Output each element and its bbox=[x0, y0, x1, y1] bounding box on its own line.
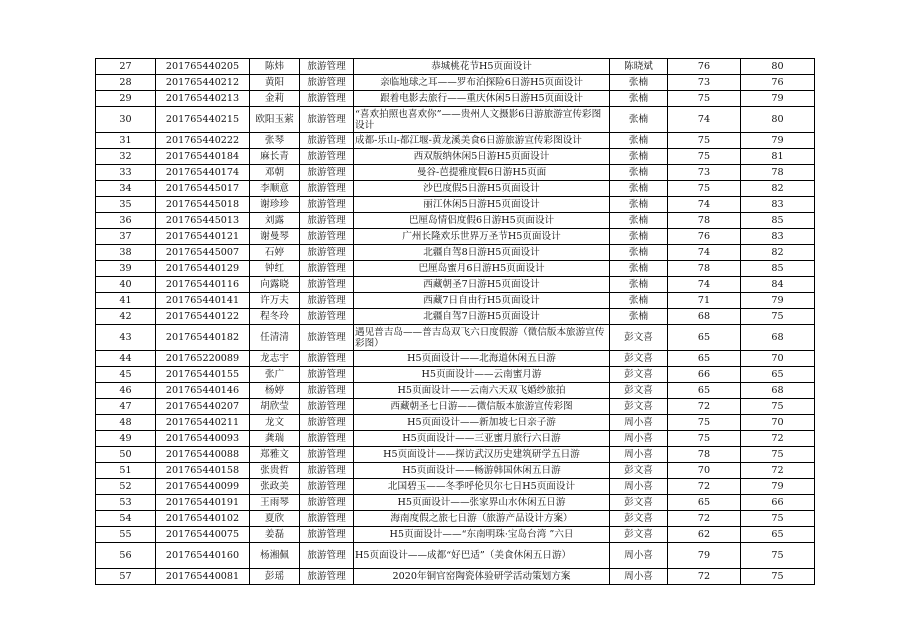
project-title: 2020年铜官窑陶瓷体验研学活动策划方案 bbox=[354, 569, 610, 585]
student-id: 201765440122 bbox=[156, 309, 250, 325]
student-name: 张贵哲 bbox=[250, 463, 300, 479]
table-row bbox=[96, 415, 815, 431]
score-1: 74 bbox=[668, 197, 741, 213]
table-row bbox=[96, 495, 815, 511]
major: 旅游管理 bbox=[300, 367, 354, 383]
student-id: 201765440184 bbox=[156, 149, 250, 165]
major: 旅游管理 bbox=[300, 245, 354, 261]
table-row bbox=[96, 511, 815, 527]
advisor-name: 张楠 bbox=[610, 245, 668, 261]
score-1: 75 bbox=[668, 181, 741, 197]
table-row bbox=[96, 543, 815, 569]
score-1: 73 bbox=[668, 165, 741, 181]
table-row bbox=[96, 479, 815, 495]
student-name: 李顺意 bbox=[250, 181, 300, 197]
project-title: 西藏朝圣七日游——微信版本旅游宣传彩图 bbox=[354, 399, 610, 415]
major: 旅游管理 bbox=[300, 415, 354, 431]
row-number: 29 bbox=[96, 91, 156, 107]
score-1: 65 bbox=[668, 495, 741, 511]
student-name: 龙文 bbox=[250, 415, 300, 431]
table-row bbox=[96, 325, 815, 351]
score-2: 75 bbox=[741, 447, 815, 463]
row-number: 30 bbox=[96, 107, 156, 133]
student-id: 201765440155 bbox=[156, 367, 250, 383]
major: 旅游管理 bbox=[300, 511, 354, 527]
major: 旅游管理 bbox=[300, 569, 354, 585]
major: 旅游管理 bbox=[300, 261, 354, 277]
score-1: 70 bbox=[668, 463, 741, 479]
major: 旅游管理 bbox=[300, 479, 354, 495]
major: 旅游管理 bbox=[300, 229, 354, 245]
row-number: 35 bbox=[96, 197, 156, 213]
score-2: 70 bbox=[741, 415, 815, 431]
project-title: 曼谷-芭提雅度假6日游H5页面 bbox=[354, 165, 610, 181]
student-id: 201765220089 bbox=[156, 351, 250, 367]
table-row bbox=[96, 59, 815, 75]
advisor-name: 周小喜 bbox=[610, 543, 668, 569]
project-title: 丽江休闲5日游H5页面设计 bbox=[354, 197, 610, 213]
student-id: 201765440213 bbox=[156, 91, 250, 107]
row-number: 56 bbox=[96, 543, 156, 569]
advisor-name: 彭文喜 bbox=[610, 399, 668, 415]
row-number: 48 bbox=[96, 415, 156, 431]
major: 旅游管理 bbox=[300, 59, 354, 75]
row-number: 37 bbox=[96, 229, 156, 245]
score-2: 84 bbox=[741, 277, 815, 293]
major: 旅游管理 bbox=[300, 399, 354, 415]
score-1: 65 bbox=[668, 351, 741, 367]
project-title: “喜欢拍照也喜欢你”——贵州人文摄影6日游旅游宣传彩图设计 bbox=[354, 107, 610, 133]
table-row bbox=[96, 383, 815, 399]
score-2: 85 bbox=[741, 261, 815, 277]
score-1: 71 bbox=[668, 293, 741, 309]
major: 旅游管理 bbox=[300, 309, 354, 325]
score-2: 83 bbox=[741, 229, 815, 245]
student-name: 龙志宇 bbox=[250, 351, 300, 367]
project-title: 跟着电影去旅行——重庆休闲5日游H5页面设计 bbox=[354, 91, 610, 107]
row-number: 46 bbox=[96, 383, 156, 399]
score-1: 79 bbox=[668, 543, 741, 569]
score-1: 78 bbox=[668, 447, 741, 463]
student-name: 夏欣 bbox=[250, 511, 300, 527]
score-2: 75 bbox=[741, 569, 815, 585]
score-1: 72 bbox=[668, 479, 741, 495]
project-title: H5页面设计——探访武汉历史建筑研学五日游 bbox=[354, 447, 610, 463]
student-name: 程冬玲 bbox=[250, 309, 300, 325]
row-number: 44 bbox=[96, 351, 156, 367]
table-row bbox=[96, 261, 815, 277]
student-id: 201765440093 bbox=[156, 431, 250, 447]
advisor-name: 彭文喜 bbox=[610, 325, 668, 351]
project-title: 西藏朝圣7日游H5页面设计 bbox=[354, 277, 610, 293]
score-2: 65 bbox=[741, 367, 815, 383]
project-title: 成都-乐山-都江堰-黄龙溪美食6日游旅游宣传彩图设计 bbox=[354, 133, 610, 149]
score-1: 75 bbox=[668, 431, 741, 447]
project-title: 巴厘岛蜜月6日游H5页面设计 bbox=[354, 261, 610, 277]
advisor-name: 彭文喜 bbox=[610, 527, 668, 543]
student-name: 彭瑶 bbox=[250, 569, 300, 585]
row-number: 43 bbox=[96, 325, 156, 351]
row-number: 47 bbox=[96, 399, 156, 415]
row-number: 57 bbox=[96, 569, 156, 585]
student-id: 201765440212 bbox=[156, 75, 250, 91]
advisor-name: 周小喜 bbox=[610, 569, 668, 585]
advisor-name: 张楠 bbox=[610, 261, 668, 277]
project-title: 海南度假之旅七日游（旅游产品设计方案） bbox=[354, 511, 610, 527]
student-id: 201765440075 bbox=[156, 527, 250, 543]
student-name: 谢曼琴 bbox=[250, 229, 300, 245]
advisor-name: 周小喜 bbox=[610, 479, 668, 495]
major: 旅游管理 bbox=[300, 91, 354, 107]
score-2: 81 bbox=[741, 149, 815, 165]
advisor-name: 彭文喜 bbox=[610, 511, 668, 527]
thesis-table bbox=[95, 58, 815, 585]
score-1: 68 bbox=[668, 309, 741, 325]
advisor-name: 张楠 bbox=[610, 229, 668, 245]
table-body bbox=[96, 59, 815, 585]
student-name: 王雨琴 bbox=[250, 495, 300, 511]
major: 旅游管理 bbox=[300, 197, 354, 213]
advisor-name: 张楠 bbox=[610, 293, 668, 309]
student-name: 胡欣莹 bbox=[250, 399, 300, 415]
table-row bbox=[96, 245, 815, 261]
student-name: 黄阳 bbox=[250, 75, 300, 91]
project-title: 沙巴度假5日游H5页面设计 bbox=[354, 181, 610, 197]
student-name: 陈炜 bbox=[250, 59, 300, 75]
table-row bbox=[96, 133, 815, 149]
row-number: 53 bbox=[96, 495, 156, 511]
score-1: 66 bbox=[668, 367, 741, 383]
score-1: 74 bbox=[668, 107, 741, 133]
project-title: H5页面设计——畅游韩国休闲五日游 bbox=[354, 463, 610, 479]
score-1: 74 bbox=[668, 245, 741, 261]
project-title: 巴厘岛情侣度假6日游H5页面设计 bbox=[354, 213, 610, 229]
advisor-name: 张楠 bbox=[610, 133, 668, 149]
score-2: 76 bbox=[741, 75, 815, 91]
row-number: 32 bbox=[96, 149, 156, 165]
advisor-name: 张楠 bbox=[610, 277, 668, 293]
student-name: 钟红 bbox=[250, 261, 300, 277]
project-title: H5页面设计——云南蜜月游 bbox=[354, 367, 610, 383]
student-id: 201765440099 bbox=[156, 479, 250, 495]
table-row bbox=[96, 527, 815, 543]
project-title: 西双版纳休闲5日游H5页面设计 bbox=[354, 149, 610, 165]
table-row bbox=[96, 91, 815, 107]
student-name: 郑雅文 bbox=[250, 447, 300, 463]
score-2: 68 bbox=[741, 383, 815, 399]
major: 旅游管理 bbox=[300, 133, 354, 149]
score-2: 75 bbox=[741, 399, 815, 415]
student-id: 201765440211 bbox=[156, 415, 250, 431]
row-number: 34 bbox=[96, 181, 156, 197]
student-id: 201765445017 bbox=[156, 181, 250, 197]
table-row bbox=[96, 351, 815, 367]
project-title: H5页面设计——三亚蜜月旅行六日游 bbox=[354, 431, 610, 447]
student-id: 201765440081 bbox=[156, 569, 250, 585]
student-id: 201765445007 bbox=[156, 245, 250, 261]
advisor-name: 张楠 bbox=[610, 197, 668, 213]
student-name: 姜磊 bbox=[250, 527, 300, 543]
table-row bbox=[96, 309, 815, 325]
score-1: 72 bbox=[668, 569, 741, 585]
major: 旅游管理 bbox=[300, 383, 354, 399]
score-1: 76 bbox=[668, 59, 741, 75]
row-number: 28 bbox=[96, 75, 156, 91]
row-number: 27 bbox=[96, 59, 156, 75]
advisor-name: 张楠 bbox=[610, 107, 668, 133]
row-number: 36 bbox=[96, 213, 156, 229]
table-row bbox=[96, 149, 815, 165]
student-name: 邓朝 bbox=[250, 165, 300, 181]
score-1: 75 bbox=[668, 133, 741, 149]
score-1: 78 bbox=[668, 213, 741, 229]
score-2: 68 bbox=[741, 325, 815, 351]
major: 旅游管理 bbox=[300, 277, 354, 293]
row-number: 51 bbox=[96, 463, 156, 479]
score-2: 79 bbox=[741, 479, 815, 495]
major: 旅游管理 bbox=[300, 495, 354, 511]
row-number: 39 bbox=[96, 261, 156, 277]
student-id: 201765440222 bbox=[156, 133, 250, 149]
major: 旅游管理 bbox=[300, 149, 354, 165]
advisor-name: 彭文喜 bbox=[610, 383, 668, 399]
student-id: 201765440121 bbox=[156, 229, 250, 245]
major: 旅游管理 bbox=[300, 165, 354, 181]
student-name: 石婷 bbox=[250, 245, 300, 261]
project-title: H5页面设计——北海道休闲五日游 bbox=[354, 351, 610, 367]
score-1: 75 bbox=[668, 91, 741, 107]
project-title: H5页面设计——“东南明珠·宝岛台湾 ”六日 bbox=[354, 527, 610, 543]
score-2: 70 bbox=[741, 351, 815, 367]
row-number: 42 bbox=[96, 309, 156, 325]
student-id: 201765440215 bbox=[156, 107, 250, 133]
score-2: 79 bbox=[741, 293, 815, 309]
score-1: 72 bbox=[668, 511, 741, 527]
table-row bbox=[96, 229, 815, 245]
score-1: 74 bbox=[668, 277, 741, 293]
student-name: 欧阳玉萦 bbox=[250, 107, 300, 133]
student-id: 201765440116 bbox=[156, 277, 250, 293]
major: 旅游管理 bbox=[300, 527, 354, 543]
score-1: 75 bbox=[668, 415, 741, 431]
major: 旅游管理 bbox=[300, 463, 354, 479]
student-id: 201765445018 bbox=[156, 197, 250, 213]
advisor-name: 张楠 bbox=[610, 75, 668, 91]
row-number: 38 bbox=[96, 245, 156, 261]
project-title: H5页面设计——云南六天双飞婚纱旅拍 bbox=[354, 383, 610, 399]
row-number: 49 bbox=[96, 431, 156, 447]
score-2: 78 bbox=[741, 165, 815, 181]
project-title: H5页面设计——新加坡七日亲子游 bbox=[354, 415, 610, 431]
project-title: 西藏7日自由行H5页面设计 bbox=[354, 293, 610, 309]
row-number: 50 bbox=[96, 447, 156, 463]
score-1: 72 bbox=[668, 399, 741, 415]
table-row bbox=[96, 367, 815, 383]
student-id: 201765440141 bbox=[156, 293, 250, 309]
major: 旅游管理 bbox=[300, 213, 354, 229]
table-row bbox=[96, 463, 815, 479]
score-1: 75 bbox=[668, 149, 741, 165]
score-2: 85 bbox=[741, 213, 815, 229]
score-1: 76 bbox=[668, 229, 741, 245]
row-number: 45 bbox=[96, 367, 156, 383]
advisor-name: 彭文喜 bbox=[610, 495, 668, 511]
table-row bbox=[96, 399, 815, 415]
student-name: 龚瑞 bbox=[250, 431, 300, 447]
score-2: 65 bbox=[741, 527, 815, 543]
advisor-name: 周小喜 bbox=[610, 447, 668, 463]
score-2: 75 bbox=[741, 309, 815, 325]
student-name: 许万夫 bbox=[250, 293, 300, 309]
advisor-name: 张楠 bbox=[610, 165, 668, 181]
table-row bbox=[96, 165, 815, 181]
student-name: 张政美 bbox=[250, 479, 300, 495]
score-2: 75 bbox=[741, 543, 815, 569]
project-title: 北国碧玉——冬季呼伦贝尔七日H5页面设计 bbox=[354, 479, 610, 495]
major: 旅游管理 bbox=[300, 447, 354, 463]
project-title: 遇见普吉岛——普吉岛双飞六日度假游（微信版本旅游宣传彩图） bbox=[354, 325, 610, 351]
row-number: 40 bbox=[96, 277, 156, 293]
table-row bbox=[96, 197, 815, 213]
advisor-name: 张楠 bbox=[610, 149, 668, 165]
student-id: 201765440088 bbox=[156, 447, 250, 463]
student-id: 201765445013 bbox=[156, 213, 250, 229]
major: 旅游管理 bbox=[300, 181, 354, 197]
table-row bbox=[96, 277, 815, 293]
project-title: 广州长隆欢乐世界万圣节H5页面设计 bbox=[354, 229, 610, 245]
table-row bbox=[96, 447, 815, 463]
major: 旅游管理 bbox=[300, 75, 354, 91]
major: 旅游管理 bbox=[300, 325, 354, 351]
student-name: 麻长青 bbox=[250, 149, 300, 165]
score-2: 80 bbox=[741, 59, 815, 75]
major: 旅游管理 bbox=[300, 431, 354, 447]
row-number: 31 bbox=[96, 133, 156, 149]
student-id: 201765440160 bbox=[156, 543, 250, 569]
advisor-name: 周小喜 bbox=[610, 415, 668, 431]
row-number: 52 bbox=[96, 479, 156, 495]
student-id: 201765440191 bbox=[156, 495, 250, 511]
advisor-name: 彭文喜 bbox=[610, 351, 668, 367]
project-title: 亲临地球之耳——罗布泊探险6日游H5页面设计 bbox=[354, 75, 610, 91]
project-title: H5页面设计——张家界山水休闲五日游 bbox=[354, 495, 610, 511]
score-2: 66 bbox=[741, 495, 815, 511]
score-1: 65 bbox=[668, 325, 741, 351]
student-name: 任清清 bbox=[250, 325, 300, 351]
table-row bbox=[96, 293, 815, 309]
student-name: 张琴 bbox=[250, 133, 300, 149]
score-2: 82 bbox=[741, 245, 815, 261]
student-id: 201765440129 bbox=[156, 261, 250, 277]
score-1: 78 bbox=[668, 261, 741, 277]
advisor-name: 彭文喜 bbox=[610, 463, 668, 479]
row-number: 54 bbox=[96, 511, 156, 527]
project-title: H5页面设计——成都“好巴适”（美食休闲五日游） bbox=[354, 543, 610, 569]
student-id: 201765440174 bbox=[156, 165, 250, 181]
score-1: 65 bbox=[668, 383, 741, 399]
advisor-name: 张楠 bbox=[610, 181, 668, 197]
major: 旅游管理 bbox=[300, 107, 354, 133]
major: 旅游管理 bbox=[300, 351, 354, 367]
table-row bbox=[96, 213, 815, 229]
advisor-name: 张楠 bbox=[610, 309, 668, 325]
project-title: 恭城桃花节H5页面设计 bbox=[354, 59, 610, 75]
score-2: 75 bbox=[741, 511, 815, 527]
student-name: 谢珍珍 bbox=[250, 197, 300, 213]
student-name: 刘露 bbox=[250, 213, 300, 229]
student-id: 201765440207 bbox=[156, 399, 250, 415]
student-name: 向露晓 bbox=[250, 277, 300, 293]
student-id: 201765440102 bbox=[156, 511, 250, 527]
table-row bbox=[96, 181, 815, 197]
student-id: 201765440205 bbox=[156, 59, 250, 75]
advisor-name: 张楠 bbox=[610, 91, 668, 107]
score-2: 82 bbox=[741, 181, 815, 197]
student-id: 201765440146 bbox=[156, 383, 250, 399]
student-name: 金莉 bbox=[250, 91, 300, 107]
row-number: 33 bbox=[96, 165, 156, 181]
table-row bbox=[96, 569, 815, 585]
score-1: 62 bbox=[668, 527, 741, 543]
score-2: 79 bbox=[741, 91, 815, 107]
advisor-name: 张楠 bbox=[610, 213, 668, 229]
row-number: 55 bbox=[96, 527, 156, 543]
table-row bbox=[96, 107, 815, 133]
score-2: 80 bbox=[741, 107, 815, 133]
row-number: 41 bbox=[96, 293, 156, 309]
score-2: 72 bbox=[741, 431, 815, 447]
score-1: 73 bbox=[668, 75, 741, 91]
score-2: 79 bbox=[741, 133, 815, 149]
student-name: 张广 bbox=[250, 367, 300, 383]
table-row bbox=[96, 75, 815, 91]
project-title: 北疆自驾7日游H5页面设计 bbox=[354, 309, 610, 325]
student-id: 201765440158 bbox=[156, 463, 250, 479]
student-id: 201765440182 bbox=[156, 325, 250, 351]
advisor-name: 彭文喜 bbox=[610, 367, 668, 383]
score-2: 83 bbox=[741, 197, 815, 213]
student-name: 杨婷 bbox=[250, 383, 300, 399]
advisor-name: 陈晓斌 bbox=[610, 59, 668, 75]
major: 旅游管理 bbox=[300, 293, 354, 309]
student-name: 杨湘佩 bbox=[250, 543, 300, 569]
project-title: 北疆自驾8日游H5页面设计 bbox=[354, 245, 610, 261]
score-2: 72 bbox=[741, 463, 815, 479]
table-row bbox=[96, 431, 815, 447]
major: 旅游管理 bbox=[300, 543, 354, 569]
advisor-name: 周小喜 bbox=[610, 431, 668, 447]
